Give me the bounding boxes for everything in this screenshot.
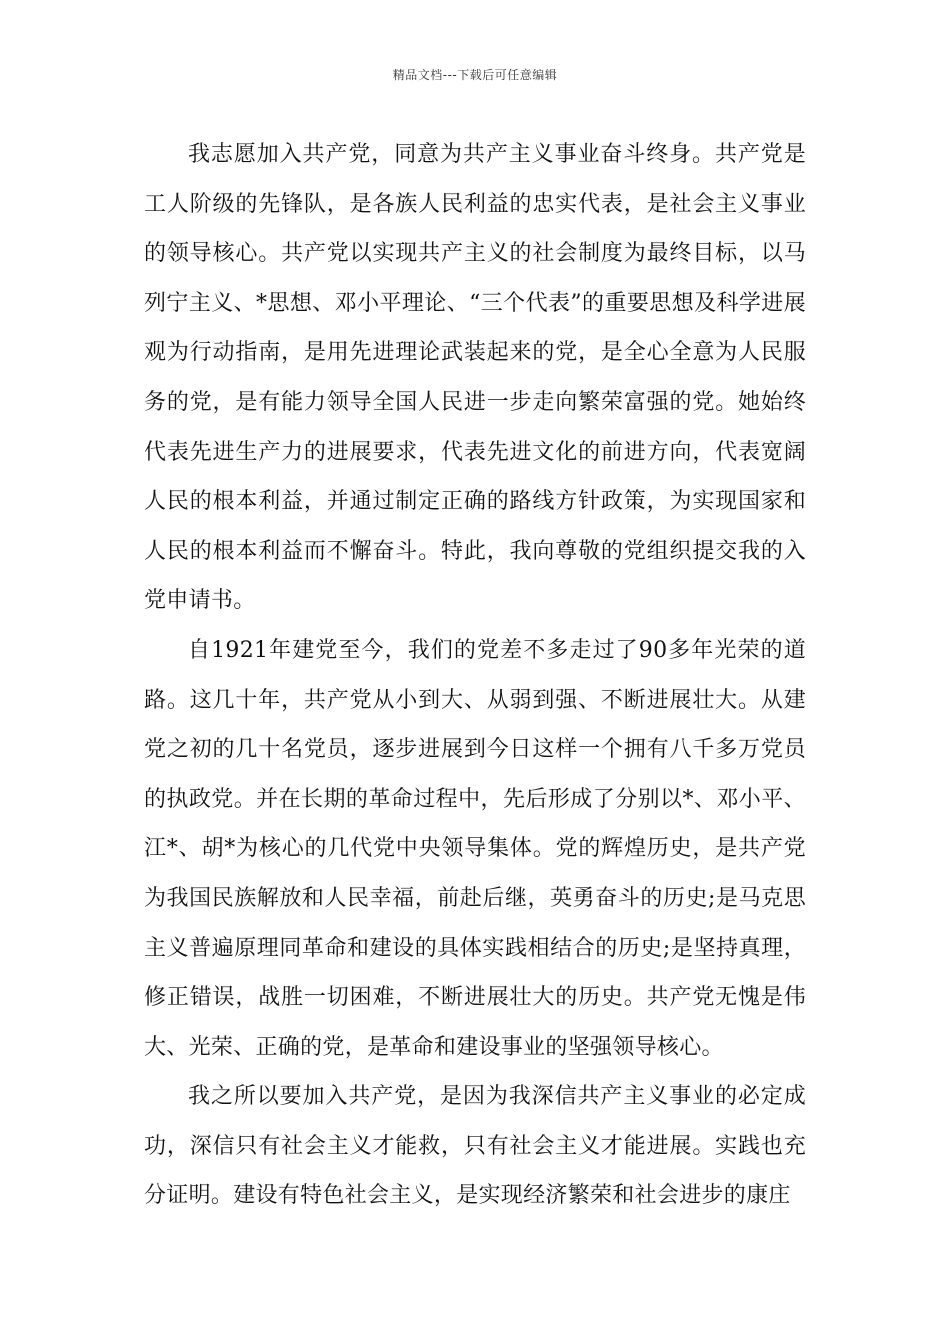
page-header: 精品文档---下载后可任意编辑 — [392, 68, 558, 82]
document-body — [144, 130, 806, 1221]
paragraph-1: 我志愿加入共产党，同意为共产主义事业奋斗终身。共产党是工人阶级的先锋队，是各族人民利益的忠实代表，是社会主义事业的领导核心。共产党以实现共产主义的社会制度为最终目标，以马列宁主义、*思想、邓小平理论、“三个代表”的重要思想及科学进展观为行动指南，是用先进理论武装起来的党，是全心全意为人民服务的党，是有能力领导全国人民进一步走向繁荣富强的党。她始终代表先进生产力的进展要求，代表先进文化的前进方向，代表宽阔人民的根本利益，并通过制定正确的路线方针政策，为实现国家和人民的根本利益而不懈奋斗。特此，我向尊敬的党组织提交我的入党申请书。 — [144, 142, 806, 614]
paragraph-3: 我之所以要加入共产党，是因为我深信共产主义事业的必定成功，深信只有社会主义才能救，只有社会主义才能进展。实践也充分证明。建设有特色社会主义，是实现经济繁荣和社会进步的康庄 — [144, 1084, 806, 1209]
paragraph-2: 自1921年建党至今，我们的党差不多走过了90多年光荣的道路。这几十年，共产党从小到大、从弱到强、不断进展壮大。从建党之初的几十名党员，逐步进展到今日这样一个拥有八千多万党员的执政党。并在长期的革命过程中，先后形成了分别以*、邓小平、江*、胡*为核心的几代党中央领导集体。党的辉煌历史，是共产党为我国民族解放和人民幸福，前赴后继，英勇奋斗的历史;是马克思主义普遍原理同革命和建设的具体实践相结合的历史;是坚持真理，修正错误，战胜一切困难，不断进展壮大的历史。共产党无愧是伟大、光荣、正确的党，是革命和建设事业的坚强领导核心。 — [144, 637, 806, 1060]
